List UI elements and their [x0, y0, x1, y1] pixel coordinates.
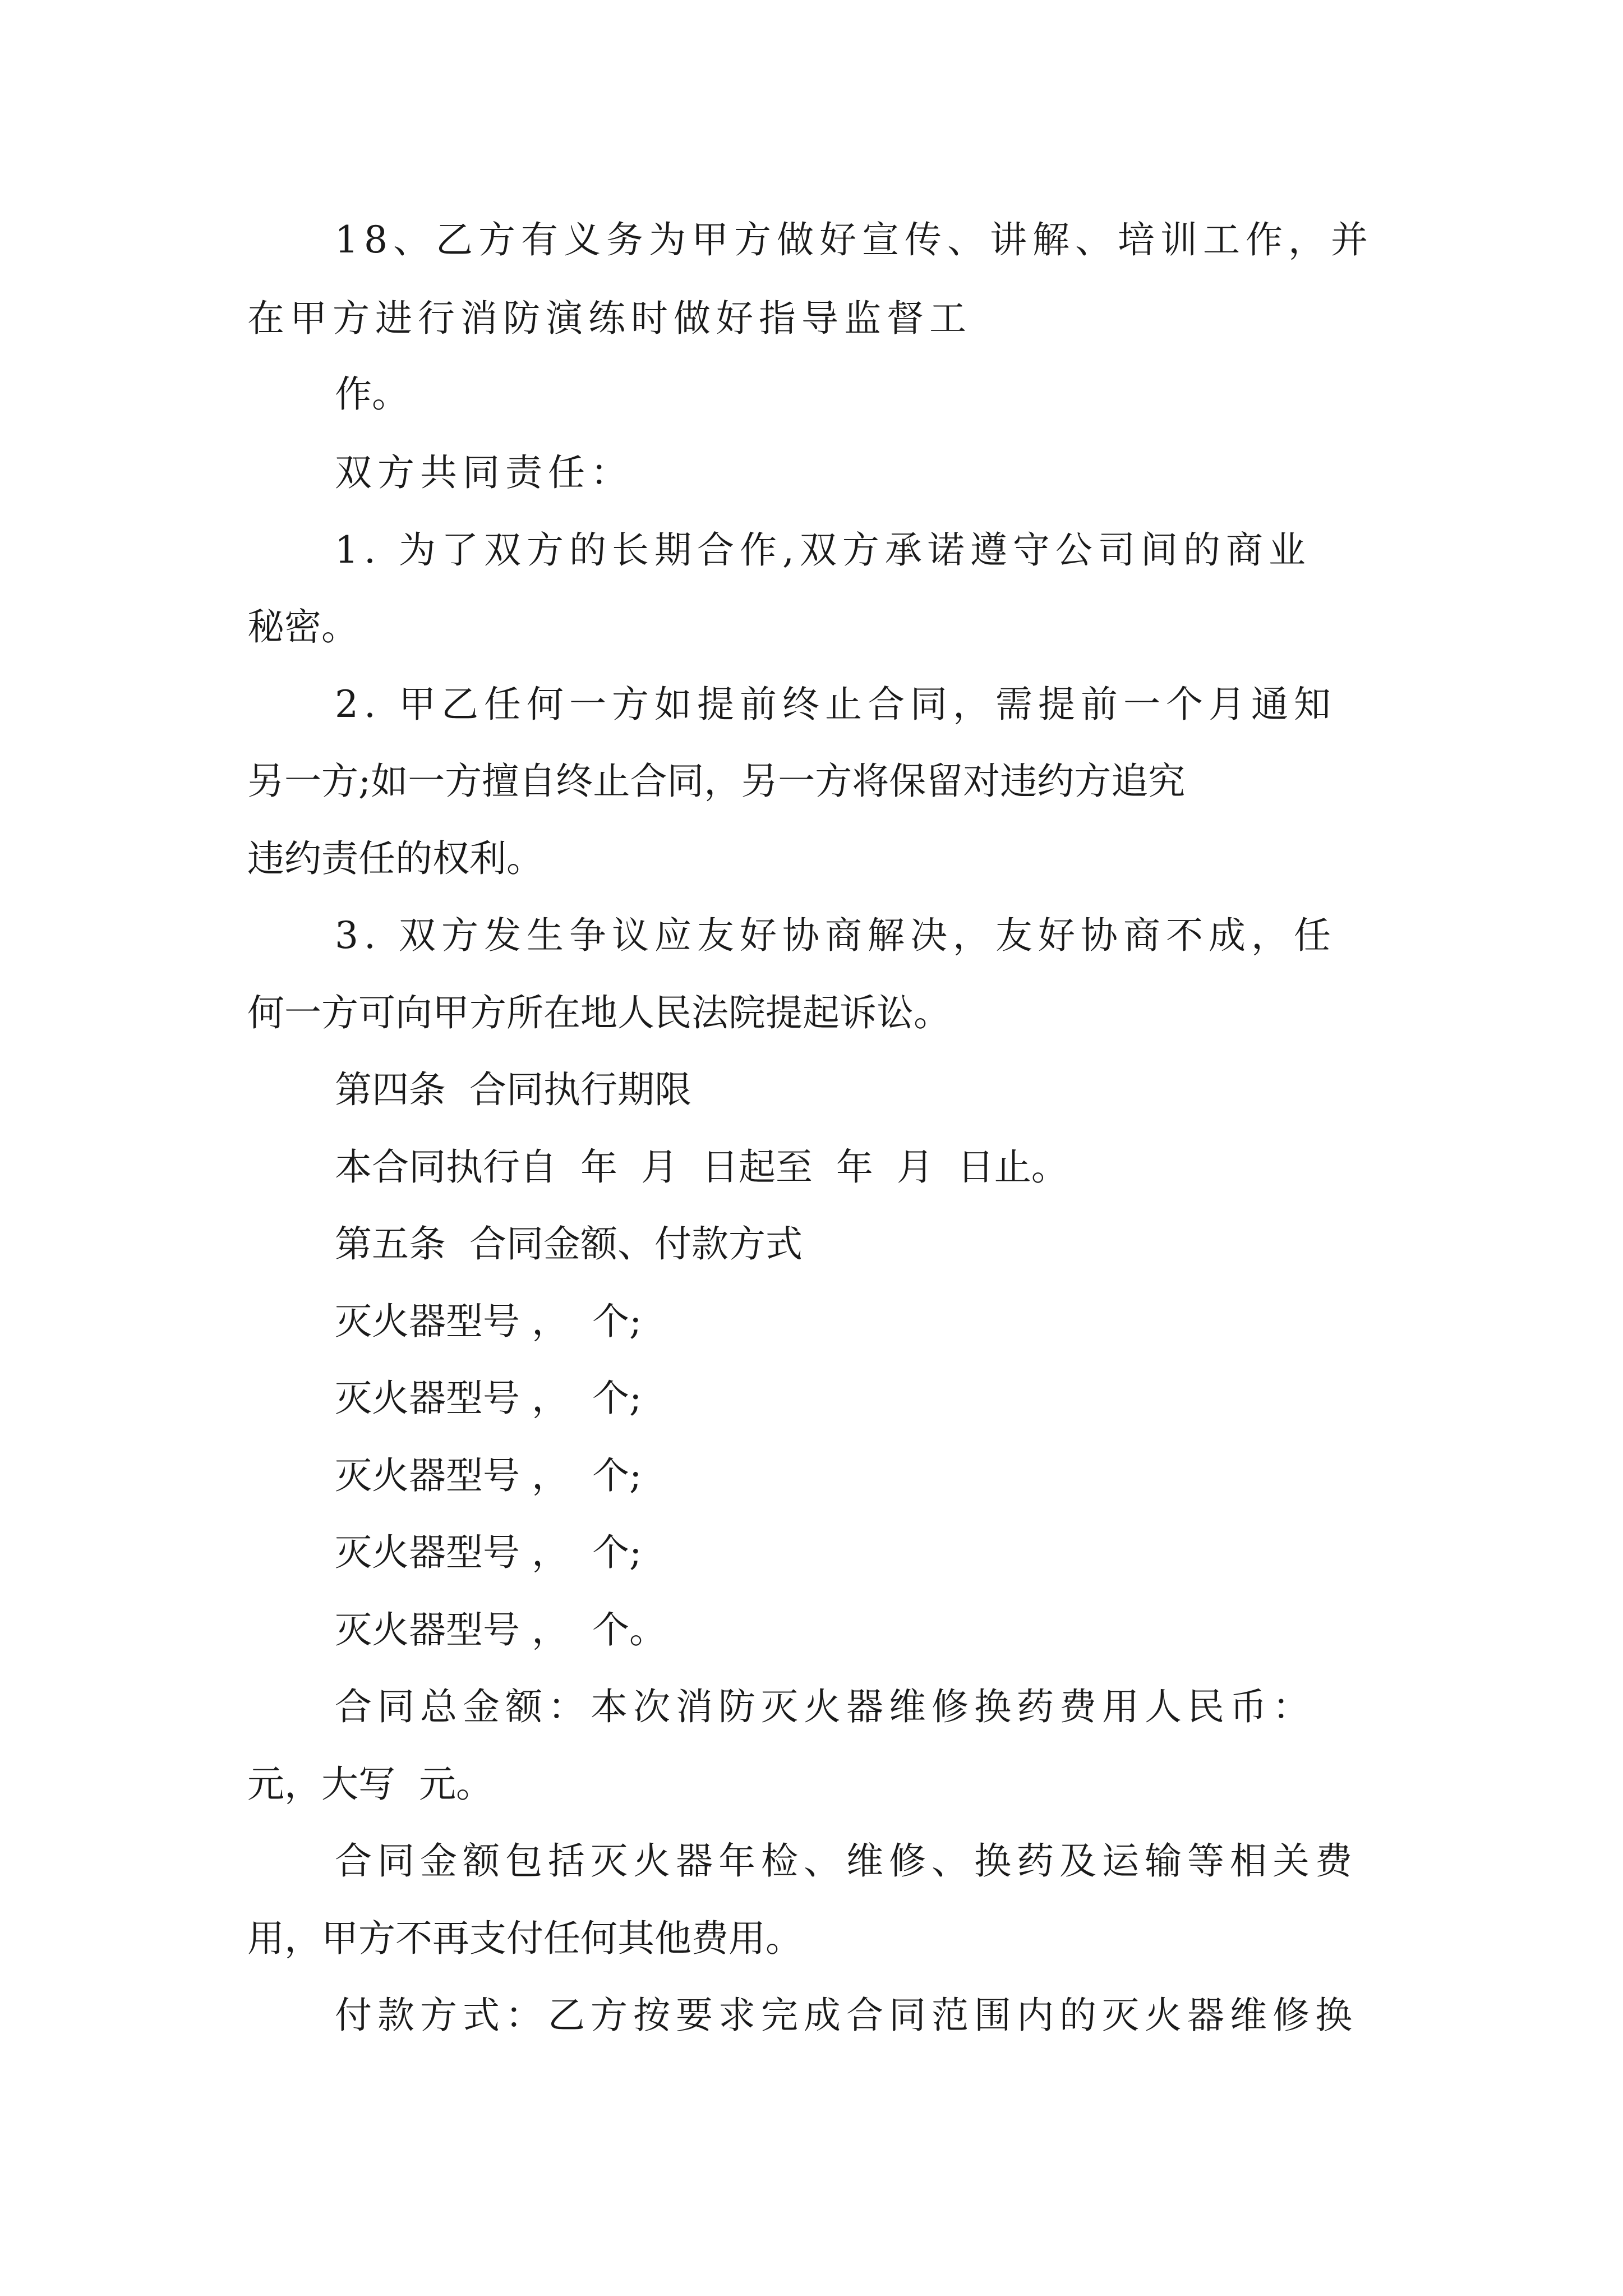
extinguisher-model-line: 灭火器型号 ， 个。 — [335, 1608, 666, 1651]
clause-18-line-3: 作。 — [335, 372, 409, 416]
extinguisher-model-line: 灭火器型号 ， 个; — [335, 1300, 642, 1343]
article-4-heading: 第四条 合同执行期限 — [335, 1068, 691, 1111]
joint-item-3-line-1: 3. 双方发生争议应友好协商解决，友好协商不成，任 — [335, 914, 1336, 957]
extinguisher-model-line: 灭火器型号 ， 个; — [335, 1377, 642, 1420]
extinguisher-model-line: 灭火器型号 ， 个; — [335, 1531, 642, 1574]
joint-item-1-line-1: 1. 为了双方的长期合作,双方承诺遵守公司间的商业 — [335, 528, 1311, 572]
total-amount-line-1: 合同总金额：本次消防灭火器维修换药费用人民币： — [335, 1685, 1315, 1728]
joint-item-2-line-1: 2. 甲乙任何一方如提前终止合同，需提前一个月通知 — [335, 683, 1336, 726]
total-amount-line-2: 元，大写 元。 — [247, 1763, 493, 1806]
joint-item-2-line-3: 违约责任的权利。 — [247, 837, 543, 880]
contract-period-line: 本合同执行自 年 月 日起至 年 月 日止。 — [335, 1145, 1068, 1189]
joint-item-2-line-2: 另一方;如一方擅自终止合同，另一方将保留对违约方追究 — [247, 760, 1186, 803]
amount-includes-line-1: 合同金额包括灭火器年检、维修、换药及运输等相关费 — [335, 1839, 1358, 1883]
clause-18-line-1: 18、乙方有义务为甲方做好宣传、讲解、培训工作，并 — [335, 218, 1373, 261]
article-5-heading: 第五条 合同金额、付款方式 — [335, 1222, 803, 1266]
joint-responsibility-heading: 双方共同责任： — [335, 451, 633, 494]
payment-method-line: 付款方式：乙方按要求完成合同范围内的灭火器维修换 — [335, 1994, 1358, 2037]
extinguisher-model-line: 灭火器型号 ， 个; — [335, 1454, 642, 1497]
amount-includes-line-2: 用，甲方不再支付任何其他费用。 — [247, 1917, 803, 1960]
joint-item-3-line-2: 何一方可向甲方所在地人民法院提起诉讼。 — [247, 991, 951, 1034]
clause-18-line-2: 在甲方进行消防演练时做好指导监督工 — [247, 297, 972, 340]
joint-item-1-line-2: 秘密。 — [247, 605, 358, 648]
